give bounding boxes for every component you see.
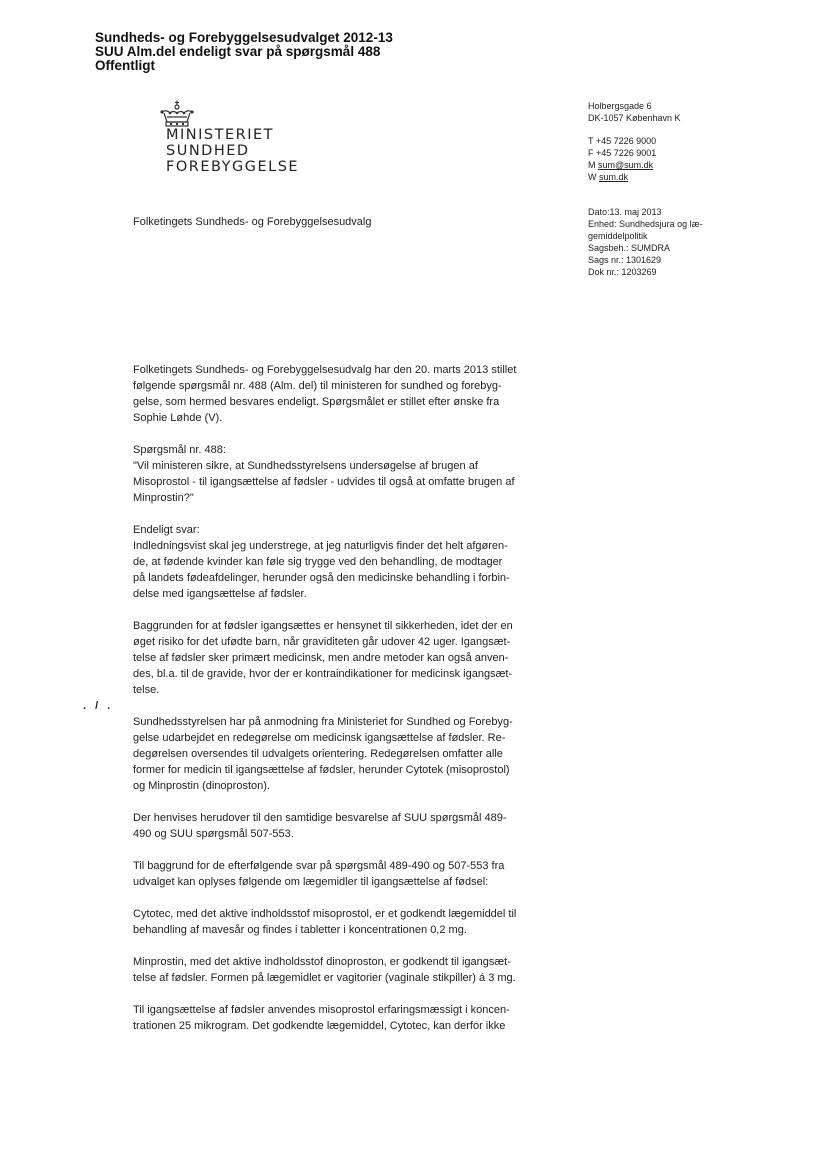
paragraph-intro: Folketingets Sundheds- og Forebyggelsesudvalg har den 20. marts 2013 stillet følgende spørgsmål nr. 488 (Alm. del) til ministeren for sundhed og forebyg- gelse, som hermed besvares endeligt. Spørgsmålet er stillet efter ønske fra Sophie Løhde (V). — [133, 364, 517, 424]
document-header — [95, 31, 393, 73]
fax: F +45 7226 9001 — [588, 148, 657, 158]
document-number: Dok nr.: 1203269 — [588, 267, 657, 277]
recipient: Folketingets Sundheds- og Forebyggelsesudvalg — [133, 216, 372, 228]
web-prefix: W — [588, 172, 599, 182]
paragraph-drugs-intro: Til baggrund for de efterfølgende svar på spørgsmål 489-490 og 507-553 fra udvalget kan oplyses følgende om lægemidler til igangsættelse af fødsel: — [133, 860, 505, 888]
email-prefix: M — [588, 160, 598, 170]
enclosure-marker: . / . — [83, 700, 114, 712]
caseworker: Sagsbeh.: SUMDRA — [588, 243, 671, 253]
ministry-name — [166, 127, 299, 175]
paragraph-report: Sundhedsstyrelsen har på anmodning fra Ministeriet for Sundhed og Forebyg- gelse udarbejdet en redegørelse om medicinsk igangsættelse af fødsler. Re- degørelsen oversendes til udvalgets orientering. Redegørelsen omfatter alle former for medicin til igangsættelse af fødsler, herunder Cytotek (misoprostol) og Minprostin (dinoproston). — [133, 716, 513, 792]
logo-line-ministeriet: MINISTERIET — [166, 127, 275, 143]
unit-line-2: gemiddelpolitik — [588, 231, 648, 241]
phone: T +45 7226 9000 — [588, 136, 657, 146]
email-link[interactable]: sum@sum.dk — [598, 160, 654, 170]
paragraph-minprostin: Minprostin, med det aktive indholdsstof dinoproston, er godkendt til igangsæt- telse af fødsler. Formen på lægemidlet er vagitorier (vaginale stikpiller) á 3 mg. — [133, 956, 516, 984]
email-line — [588, 159, 788, 171]
unit-line-1: Enhed: Sundhedsjura og læ- — [588, 219, 703, 229]
paragraph-background: Baggrunden for at fødsler igangsættes er hensynet til sikkerheden, idet der en øget risiko for det ufødte barn, når graviditeten går udover 42 uger. Igangsæt- telse af fødsler sker primært medicinsk, men andre metoder kan også anven- des, bl.a. til de gravide, hvor der er kontraindikationer for medicinsk igangsæt- telse. — [133, 620, 513, 696]
paragraph-answer: Endeligt svar: Indledningsvist skal jeg understrege, at jeg naturligvis finder det helt afgøren- de, at fødende kvinder kan føle sig trygge ved den behandling, de modtager på landets fødeafdelinger, herunder også den medicinske behandling i forbin- delse med igangsættelse af fødsler. — [133, 524, 510, 600]
committee-title: Sundheds- og Forebyggelsesudvalget 2012-13 — [95, 30, 393, 45]
ministry-logo — [128, 100, 298, 190]
paragraph-misoprostol: Til igangsættelse af fødsler anvendes misoprostol erfaringsmæssigt i koncen- trationen 25 mikrogram. Det godkendte lægemiddel, Cytotec, kan derfor ikke — [133, 1004, 510, 1032]
web-link[interactable]: sum.dk — [599, 172, 629, 182]
logo-line-sundhed: SUNDHED — [166, 143, 250, 159]
web-line — [588, 171, 788, 183]
address-street: Holbergsgade 6 — [588, 101, 652, 111]
paragraph-reference: Der henvises herudover til den samtidige besvarelse af SUU spørgsmål 489- 490 og SUU spørgsmål 507-553. — [133, 812, 507, 840]
crown-icon — [158, 100, 196, 128]
paragraph-cytotec: Cytotec, med det aktive indholdsstof misoprostol, er et godkendt lægemiddel til behandling af mavesår og findes i tabletter i koncentrationen 0,2 mg. — [133, 908, 517, 936]
public-status: Offentligt — [95, 58, 155, 73]
letter-body — [133, 362, 553, 1050]
document-reference: SUU Alm.del endeligt svar på spørgsmål 488 — [95, 44, 381, 59]
address-city: DK-1057 København K — [588, 113, 681, 123]
date: Dato:13. maj 2013 — [588, 207, 662, 217]
logo-line-forebyggelse: FOREBYGGELSE — [166, 159, 300, 175]
case-number: Sags nr.: 1301629 — [588, 255, 662, 265]
paragraph-question: Spørgsmål nr. 488: "Vil ministeren sikre, at Sundhedsstyrelsens undersøgelse af brugen af Misoprostol - til igangsættelse af fødsler - udvides til også at omfatte brugen af Minprostin?" — [133, 444, 515, 504]
sender-info — [588, 100, 788, 278]
